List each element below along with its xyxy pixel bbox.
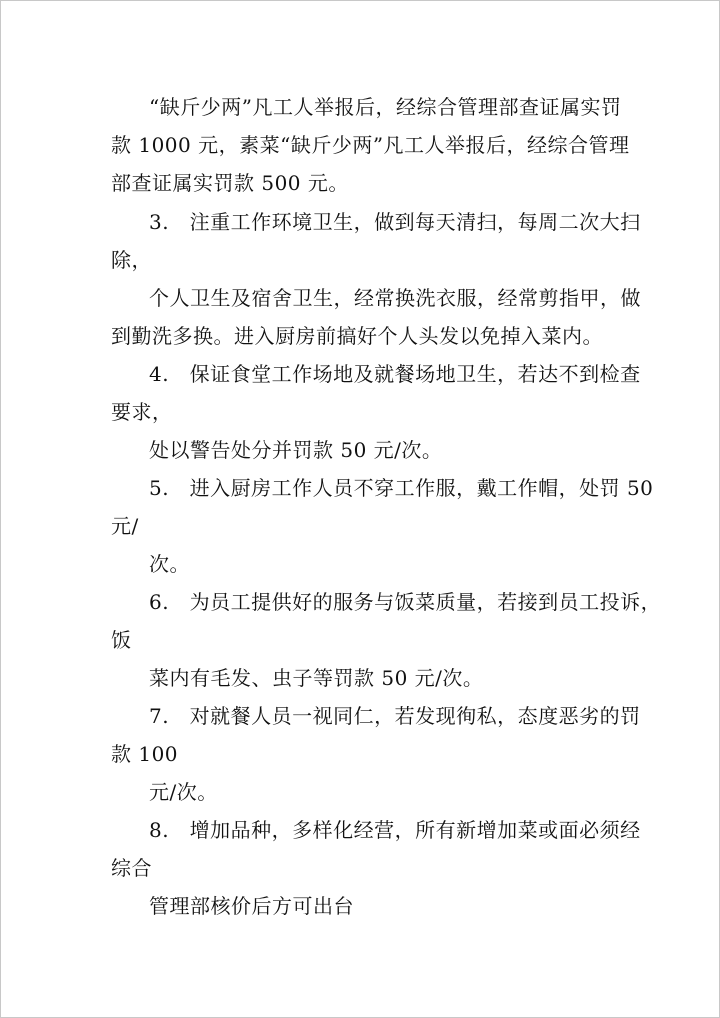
text-line: 部查证属实罚款 500 元。	[111, 171, 349, 195]
text-line: 元/	[111, 514, 139, 538]
text-line: 处以警告处分并罚款 50 元/次。	[149, 438, 443, 462]
text-line: 5. 进入厨房工作人员不穿工作服，戴工作帽，处罚 50	[149, 476, 654, 500]
text-line: 个人卫生及宿舍卫生，经常换洗衣服，经常剪指甲，做	[149, 286, 641, 310]
text-line: 元/次。	[149, 780, 218, 804]
text-line: 3. 注重工作环境卫生，做到每天清扫，每周二次大扫	[149, 210, 641, 234]
text-line: 4. 保证食堂工作场地及就餐场地卫生，若达不到检查	[149, 362, 641, 386]
text-line: 到勤洗多换。进入厨房前搞好个人头发以免掉入菜内。	[111, 324, 603, 348]
text-line: 6. 为员工提供好的服务与饭菜质量，若接到员工投诉，	[149, 590, 662, 614]
text-line: 7. 对就餐人员一视同仁，若发现徇私，态度恶劣的罚	[149, 704, 641, 728]
text-line: 款 100	[111, 742, 179, 766]
text-line: 综合	[111, 856, 152, 880]
text-line: “缺斤少两”凡工人举报后，经综合管理部查证属实罚	[149, 95, 622, 119]
text-line: 菜内有毛发、虫子等罚款 50 元/次。	[149, 666, 484, 690]
text-line: 款 1000 元，素菜“缺斤少两”凡工人举报后，经综合管理	[111, 133, 630, 157]
text-line: 饭	[111, 628, 132, 652]
text-line: 管理部核价后方可出台	[149, 894, 354, 918]
text-line: 除，	[111, 248, 152, 272]
text-line: 8. 增加品种，多样化经营，所有新增加菜或面必须经	[149, 818, 641, 842]
text-line: 要求，	[111, 400, 173, 424]
text-line: 次。	[149, 552, 190, 576]
